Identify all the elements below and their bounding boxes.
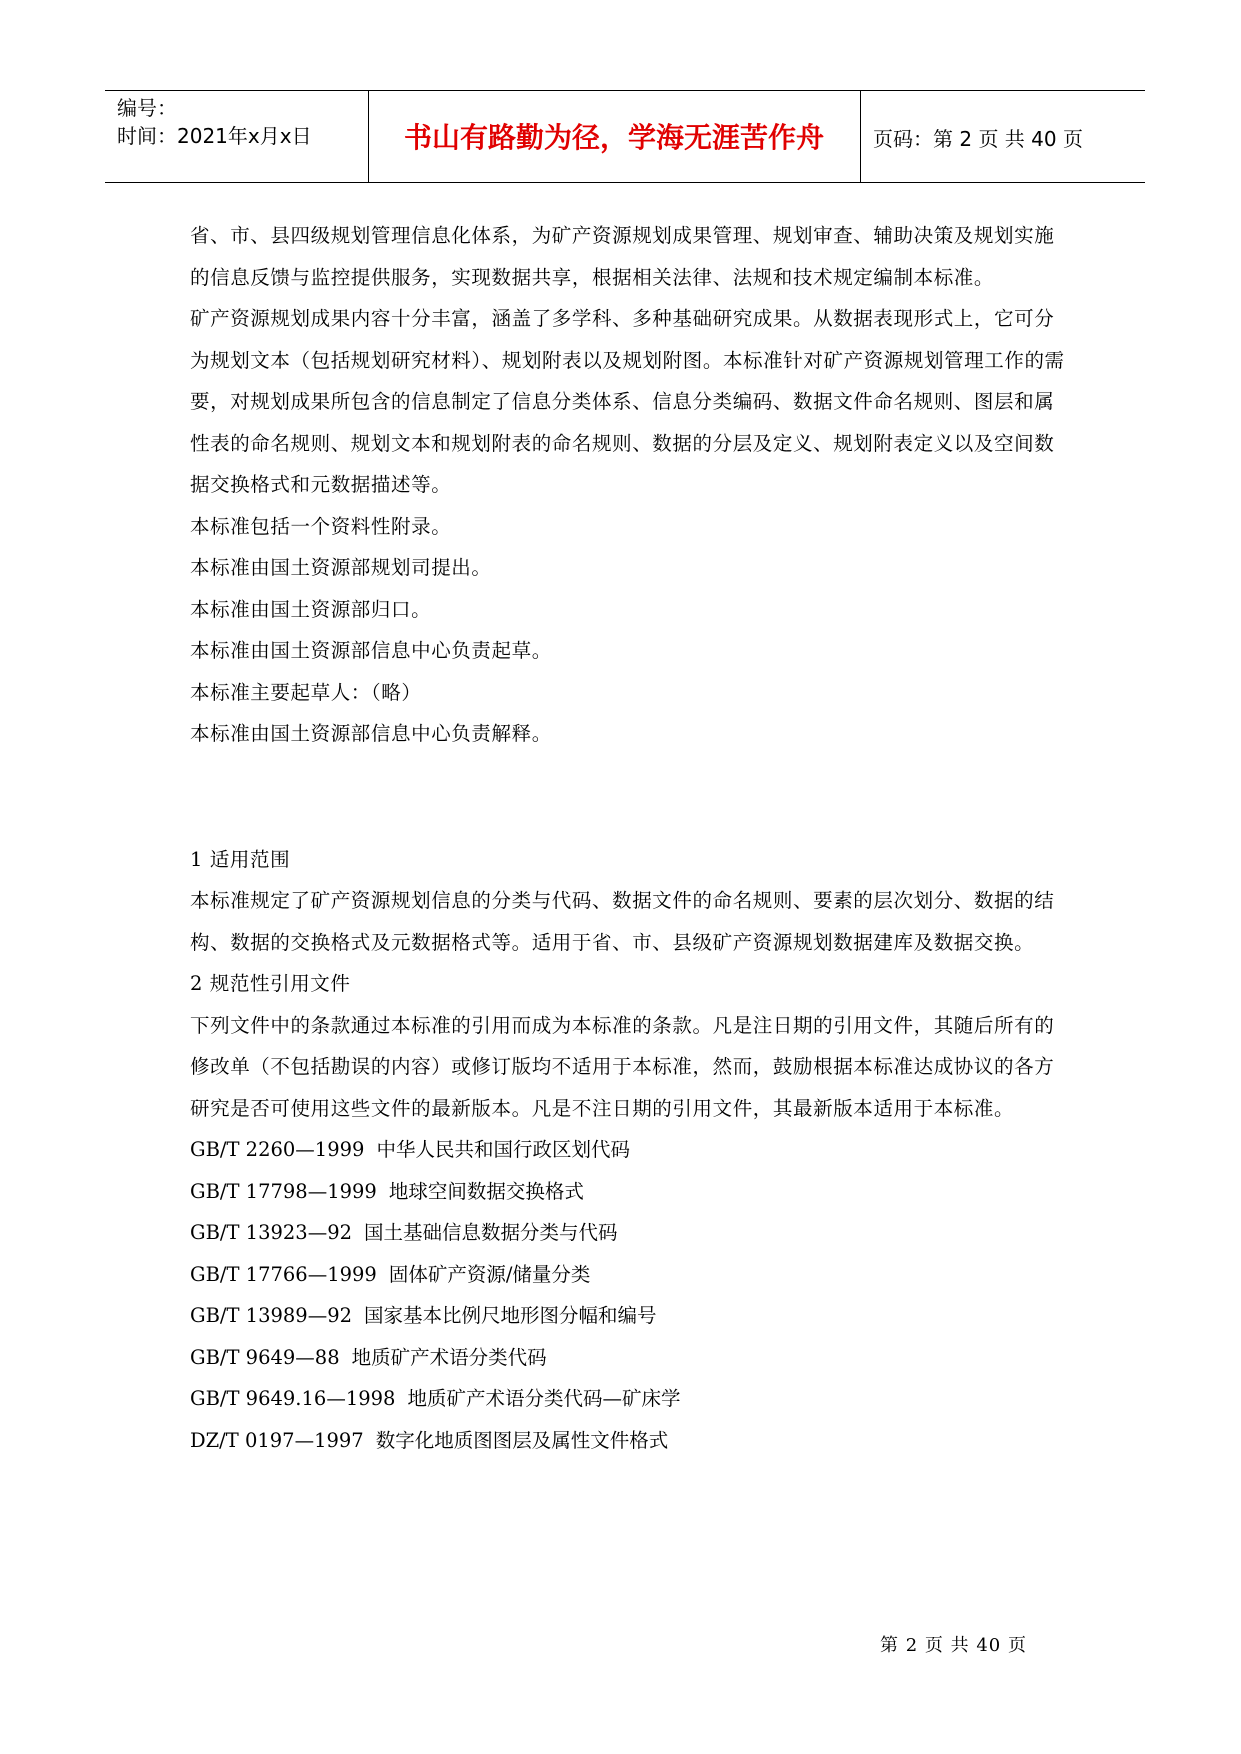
reference-code: GB/T 2260—1999 (190, 1138, 365, 1161)
paragraph: 矿产资源规划成果内容十分丰富，涵盖了多学科、多种基础研究成果。从数据表现形式上，它可分为规划文本（包括规划研究材料）、规划附表以及规划附图。本标准针对矿产资源规划管理工作的需要，对规划成果所包含的信息制定了信息分类体系、信息分类编码、数据文件命名规则、图层和属性表的命名规则、规划文本和规划附表的命名规则、数据的分层及定义、规划附表定义以及空间数据交换格式和元数据描述等。 (190, 307, 1065, 496)
reference-item (190, 1171, 1070, 1213)
reference-code: GB/T 13989—92 (190, 1304, 353, 1327)
header-motto: 书山有路勤为径，学海无涯苦作舟 (403, 121, 824, 154)
reference-list (190, 1129, 1070, 1461)
reference-title: 数字化地质图图层及属性文件格式 (375, 1428, 669, 1452)
reference-item (190, 1378, 1070, 1420)
reference-code: GB/T 9649—88 (190, 1345, 340, 1369)
reference-title: 地质矿产术语分类代码 (351, 1345, 547, 1369)
page-header (105, 90, 1145, 183)
reference-title: 国家基本比例尺地形图分幅和编号 (364, 1304, 657, 1327)
page-footer: 第 2 页 共 40 页 (880, 1635, 1027, 1656)
reference-code: GB/T 13923—92 (190, 1221, 353, 1244)
paragraph: 本标准由国土资源部归口。 (190, 597, 432, 621)
reference-code: DZ/T 0197—1997 (190, 1428, 364, 1452)
paragraph: 本标准包括一个资料性附录。 (190, 514, 452, 538)
reference-item (190, 1337, 1070, 1379)
reference-code: GB/T 17766—1999 (190, 1262, 377, 1286)
reference-item (190, 1254, 1070, 1296)
reference-title: 地球空间数据交换格式 (388, 1179, 584, 1203)
header-divider-right (860, 90, 861, 182)
paragraph: 省、市、县四级规划管理信息化体系，为矿产资源规划成果管理、规划审查、辅助决策及规划实施的信息反馈与监控提供服务，实现数据共享，根据相关法律、法规和技术规定编制本标准。 (190, 224, 1055, 289)
reference-item (190, 1420, 1070, 1462)
paragraph: 本标准由国土资源部规划司提出。 (190, 556, 492, 579)
paragraph: 本标准规定了矿产资源规划信息的分类与代码、数据文件的命名规则、要素的层次划分、数据的结构、数据的交换格式及元数据格式等。适用于省、市、县级矿产资源规划数据建库及数据交换。 (190, 889, 1055, 954)
reference-title: 国土基础信息数据分类与代码 (364, 1221, 618, 1244)
header-bottom-rule (105, 182, 1145, 183)
reference-code: GB/T 9649.16—1998 (190, 1387, 396, 1410)
reference-title: 地质矿产术语分类代码—矿床学 (407, 1387, 681, 1410)
header-number-label: 编号： (117, 96, 177, 120)
reference-item (190, 1129, 1070, 1171)
paragraph: 本标准由国土资源部信息中心负责起草。 (190, 639, 552, 662)
reference-item (190, 1212, 1070, 1254)
reference-title: 中华人民共和国行政区划代码 (376, 1138, 630, 1161)
document-body (190, 215, 1070, 1461)
paragraph: 下列文件中的条款通过本标准的引用而成为本标准的条款。凡是注日期的引用文件，其随后所有的修改单（不包括勘误的内容）或修订版均不适用于本标准，然而，鼓励根据本标准达成协议的各方研究是否可使用这些文件的最新版本。凡是不注日期的引用文件，其最新版本适用于本标准。 (190, 1013, 1055, 1120)
paragraph: 本标准由国土资源部信息中心负责解释。 (190, 722, 552, 745)
header-time-label: 时间：2021年x月x日 (117, 124, 312, 148)
header-page-label: 页码：第 2 页 共 40 页 (873, 127, 1083, 151)
reference-code: GB/T 17798—1999 (190, 1179, 377, 1203)
paragraph: 本标准主要起草人：（略） (190, 680, 422, 704)
reference-title: 固体矿产资源/储量分类 (388, 1262, 591, 1286)
header-top-rule (105, 90, 1145, 91)
section-heading: 1 适用范围 (190, 847, 291, 871)
reference-item (190, 1295, 1070, 1337)
section-heading: 2 规范性引用文件 (190, 972, 351, 995)
section-spacer (190, 755, 1070, 839)
